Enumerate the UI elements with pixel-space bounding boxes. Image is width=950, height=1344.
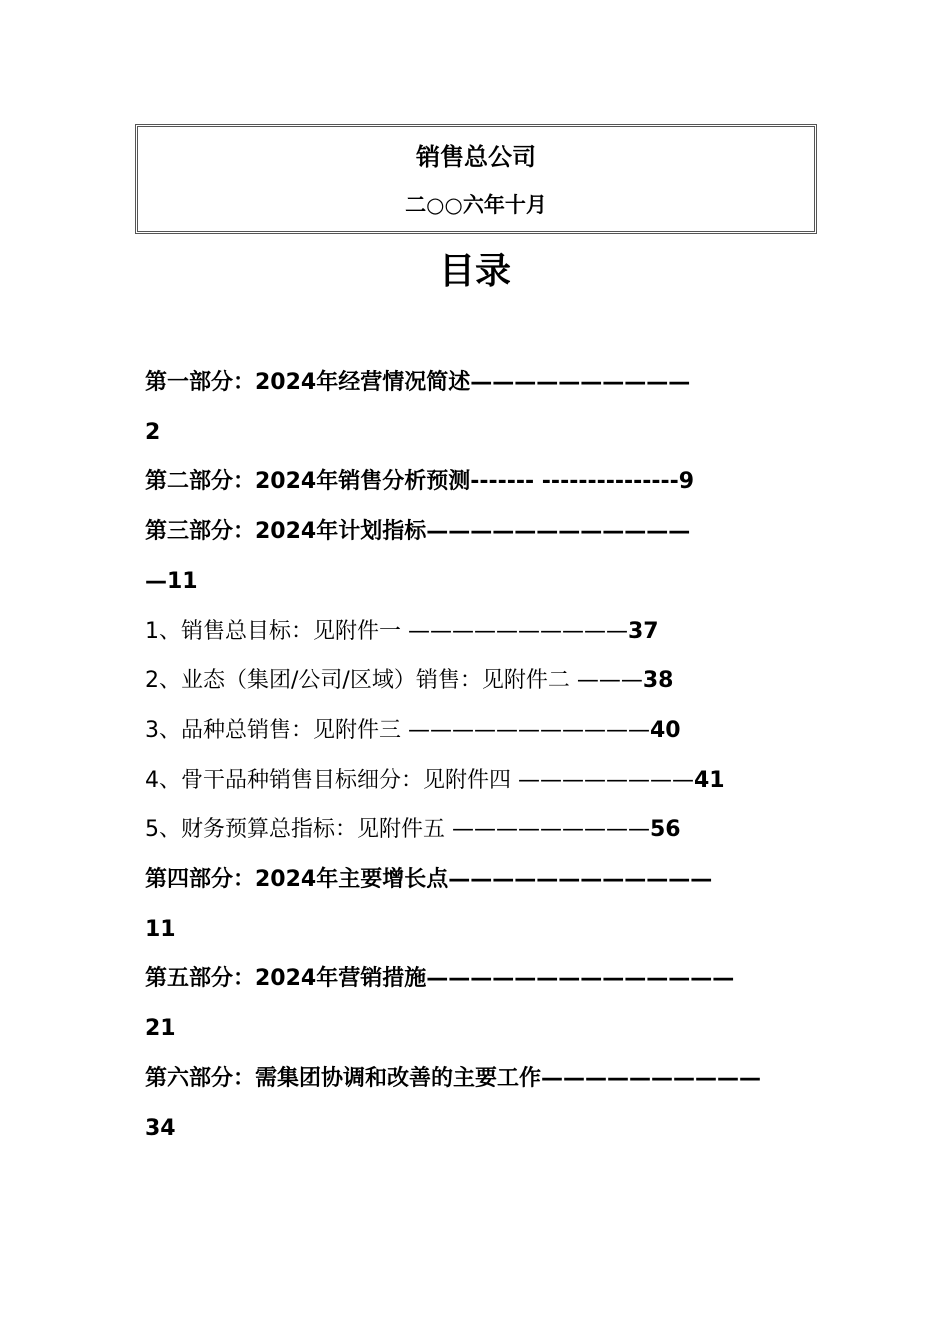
toc-line-text: 21 <box>145 1016 176 1042</box>
toc-line-text: 第五部分：2024年营销措施—————————————— <box>145 966 735 992</box>
toc-page-number: 41 <box>694 767 725 793</box>
toc-line-item1[interactable] <box>145 607 810 657</box>
toc-line-text: 5、财务预算总指标：见附件五 ————————— <box>145 817 650 843</box>
toc-line-text: 3、品种总销售：见附件三 ——————————— <box>145 717 650 743</box>
toc-line-part4-page <box>145 905 810 955</box>
table-of-contents <box>145 358 810 1153</box>
toc-line-part2[interactable] <box>145 457 810 507</box>
toc-line-text: 34 <box>145 1115 176 1141</box>
toc-page-number: 38 <box>642 668 674 694</box>
toc-line-text: 第二部分：2024年销售分析预测------- ---------------9 <box>145 469 695 495</box>
toc-line-text: —11 <box>145 568 198 594</box>
document-date: 二○○六年十月 <box>405 193 547 217</box>
toc-line-item5[interactable] <box>145 805 810 855</box>
toc-line-part4[interactable] <box>145 855 810 905</box>
toc-line-text: 4、骨干品种销售目标细分：见附件四 ———————— <box>145 767 694 793</box>
toc-line-text: 2 <box>145 419 161 445</box>
toc-page-number: 40 <box>650 717 681 743</box>
toc-line-text: 第六部分：需集团协调和改善的主要工作—————————— <box>145 1065 762 1091</box>
toc-line-part6[interactable] <box>145 1054 810 1104</box>
toc-title: 目录 <box>438 251 511 292</box>
toc-line-part5[interactable] <box>145 954 810 1004</box>
toc-line-text: 2、业态（集团/公司/区域）销售：见附件二 ——— <box>145 668 643 694</box>
toc-line-text: 第一部分：2024年经营情况简述—————————— <box>145 370 691 395</box>
toc-line-text: 第四部分：2024年主要增长点———————————— <box>145 867 713 893</box>
cover-header-box <box>135 124 817 234</box>
company-name: 销售总公司 <box>416 143 536 171</box>
toc-page-number: 56 <box>650 817 681 843</box>
toc-page-number: 37 <box>628 618 659 644</box>
toc-line-part3[interactable] <box>145 507 810 557</box>
toc-line-item2[interactable] <box>145 656 810 706</box>
toc-line-text: 1、销售总目标：见附件一 —————————— <box>145 618 628 644</box>
toc-line-item4[interactable] <box>145 756 810 806</box>
toc-line-text: 第三部分：2024年计划指标———————————— <box>145 519 691 545</box>
toc-line-part1[interactable] <box>145 358 810 408</box>
toc-line-part1-page <box>145 408 810 458</box>
toc-line-text: 11 <box>145 916 176 942</box>
toc-line-part5-page <box>145 1004 810 1054</box>
toc-line-item3[interactable] <box>145 706 810 756</box>
toc-line-part6-page <box>145 1104 810 1154</box>
toc-line-part3-page <box>145 557 810 607</box>
